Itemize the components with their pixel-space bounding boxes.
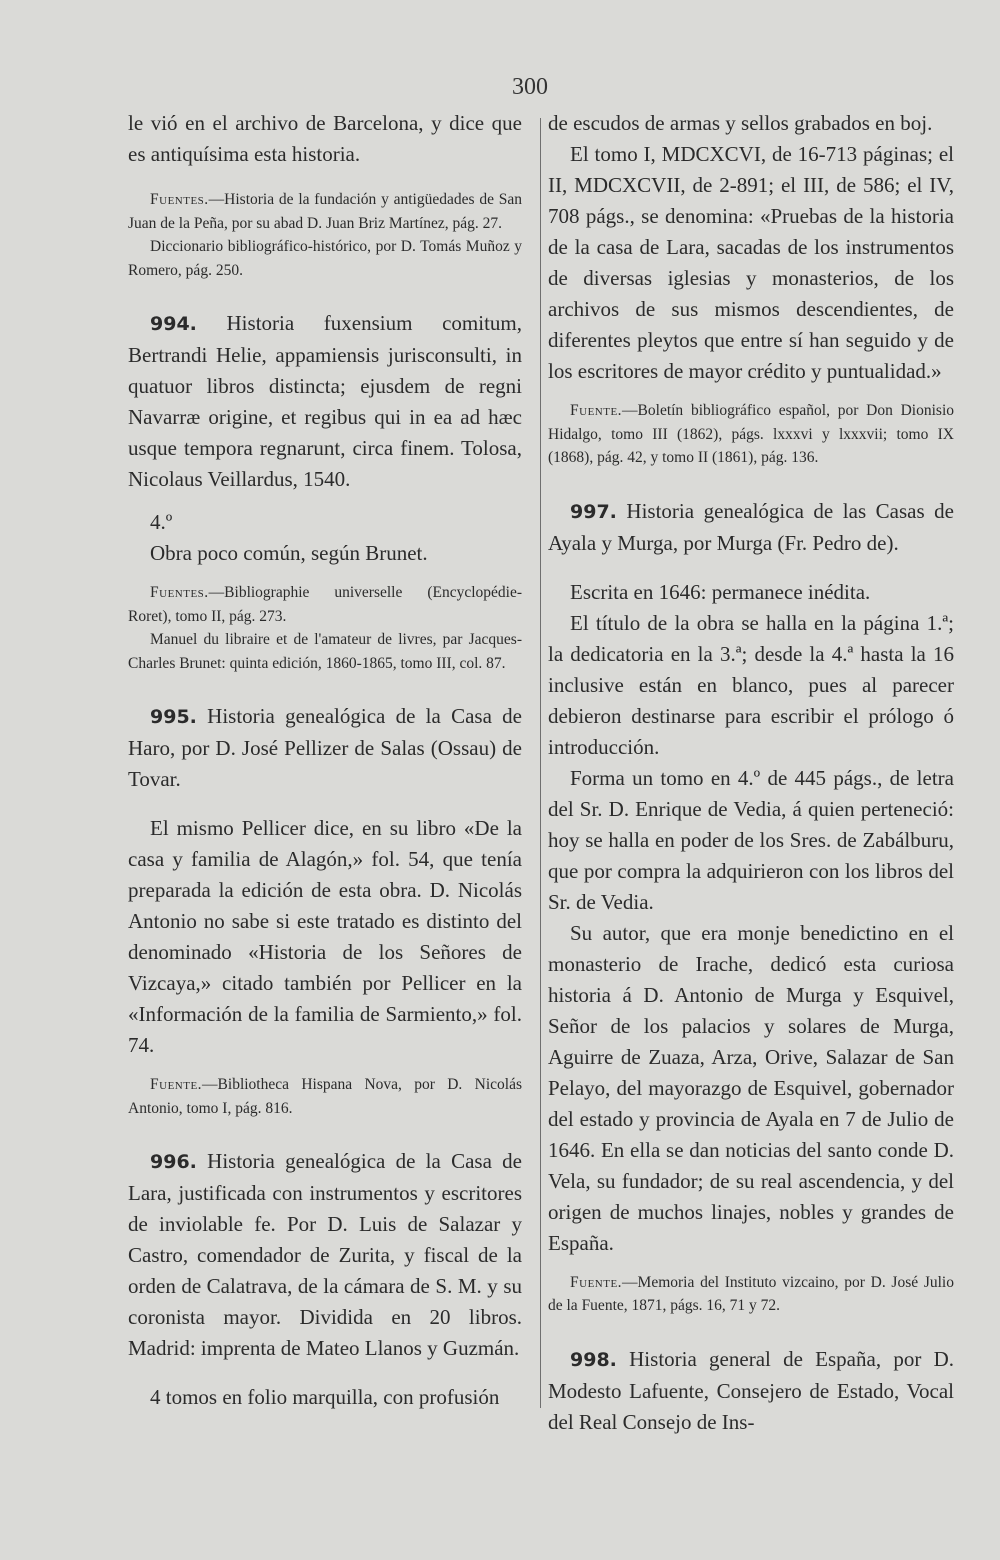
entry-paragraph: El tomo I, MDCXCVI, de 16-713 páginas; el II, MDCXCVII, de 2-891; el III, de 586; el IV, 708 págs., se denomina: «Pruebas de la historia de la casa de Lara, sacadas de los instrumentos de diversas iglesias y monasterios, de los archivos de sus mismos descendientes, de diferentes pleytos que entre sí han seguido y de los escritores de mayor crédito y puntualidad.» (548, 142, 954, 383)
entry-998 (548, 1344, 954, 1438)
entry-number: 995. (150, 706, 197, 728)
source-text: —Boletín bibliográfico español, por Don Dionisio Hidalgo, tomo III (1862), págs. lxxxvi y lxxxvii; tomo IX (1868), pág. 42, y tomo II (1861), pág. 136. (548, 402, 954, 466)
entry-number: 997. (570, 500, 617, 523)
entry-paragraph: Forma un tomo en 4.º de 445 págs., de letra del Sr. D. Enrique de Vedia, á quien perteneció: hoy se halla en poder de los Sres. de Zabálburu, que por compra la adquirieron con los libros del Sr. de Vedia. (548, 765, 954, 914)
entry-format: 4.º (150, 510, 173, 534)
source-note (548, 399, 954, 470)
entry-paragraph: El mismo Pellicer dice, en su libro «De la casa y familia de Alagón,» fol. 54, que tenía preparada la edición de esta obra. D. Nicolás Antonio no sabe si este tratado es distinto del denominado «Historia de los Señores de Vizcaya,» citado también por Pellicer en la «Información de la familia de Sarmiento,» fol. 74. (128, 816, 522, 1057)
entry-title: Historia genealógica de las Casas de Ayala y Murga, por Murga (Fr. Pedro de). (548, 498, 954, 555)
entry-number: 998. (570, 1348, 617, 1371)
source-label: Fuentes. (150, 584, 209, 601)
source-label: Fuente. (150, 1076, 203, 1093)
source-note: Diccionario bibliográfico-histórico, por D. Tomás Muñoz y Romero, pág. 250. (128, 238, 522, 279)
entry-note: Obra poco común, según Brunet. (150, 541, 428, 565)
entry-title: Historia fuxensium comitum, Bertrandi Helie, appamiensis jurisconsulti, in quatuor libros distincta; ejusdem de regni Navarræ origine, et regibus qui in ea ad hæc usque tempora regnarunt, circa finem. Tolosa, Nicolaus Veillardus, 1540. (128, 311, 522, 491)
entry-997 (548, 496, 954, 559)
entry-paragraph: Su autor, que era monje benedictino en el monasterio de Irache, dedicó esta curiosa historia á D. Antonio de Murga y Esquivel, Señor de los palacios y solares de Murga, Aguirre de Zuaza, Arza, Orive, Salazar de San Pelayo, del mayorazgo de Esquivel, gobernador del estado y provincia de Ayala en 7 de Julio de 1646. En ella se dan noticias del santo conde D. Vela, su fundador; de su real ascendencia, y del origen de muchos linajes, nobles y grandes de España. (548, 920, 954, 1255)
source-text: —Bibliotheca Hispana Nova, por D. Nicolás Antonio, tomo I, pág. 816. (128, 1076, 522, 1117)
source-note (548, 1271, 954, 1318)
continued-paragraph: le vió en el archivo de Barcelona, y dice que es antiquísima esta historia. (128, 111, 522, 166)
source-label: Fuentes. (150, 191, 209, 208)
entry-title: Historia genealógica de la Casa de Haro, por D. José Pellizer de Salas (Ossau) de Tovar. (128, 704, 522, 791)
source-label: Fuente. (570, 1273, 623, 1291)
entry-number: 994. (150, 313, 197, 335)
source-note (128, 1073, 522, 1120)
entry-paragraph: El título de la obra se halla en la página 1.ª; la dedicatoria en la 3.ª; desde la 4.ª hasta la 16 inclusive están en blanco, pues al parecer debieron destinarse para escribir el prólogo ó introducción. (548, 610, 954, 759)
entry-title: Historia general de España, por D. Modesto Lafuente, Consejero de Estado, Vocal del Real Consejo de Ins- (548, 1346, 954, 1434)
source-label: Fuente. (570, 402, 623, 419)
entry-title: Historia genealógica de la Casa de Lara, justificada con instrumentos y escritores de inviolable fe. Por D. Luis de Salazar y Castro, comendador de Zurita, y fiscal de la orden de Calatrava, de la cámara de S. M. y su coronista mayor. Dividida en 20 libros. Madrid: imprenta de Mateo Llanos y Guzmán. (128, 1149, 522, 1360)
source-text: —Bibliographie universelle (Encyclopédie-Roret), tomo II, pág. 273. (128, 584, 522, 625)
page-number: 300 (512, 74, 548, 100)
entry-paragraph: 4 tomos en folio marquilla, con profusión (150, 1385, 500, 1409)
entry-996 (128, 1146, 522, 1364)
source-text: —Historia de la fundación y antigüedades de San Juan de la Peña, por su abad D. Juan Briz Martínez, pág. 27. (128, 191, 522, 232)
continued-paragraph: de escudos de armas y sellos grabados en boj. (548, 111, 933, 135)
right-column (548, 108, 954, 1438)
source-note: Manuel du libraire et de l'amateur de livres, par Jacques-Charles Brunet: quinta edición, 1860-1865, tomo III, col. 87. (128, 631, 522, 672)
source-note (128, 581, 522, 628)
entry-995 (128, 701, 522, 795)
entry-994 (128, 308, 522, 495)
source-text: —Memoria del Instituto vizcaino, por D. José Julio de la Fuente, 1871, págs. 16, 71 y 72. (548, 1273, 954, 1314)
source-note (128, 188, 522, 235)
left-column (128, 108, 522, 1413)
entry-number: 996. (150, 1151, 197, 1173)
column-divider (540, 118, 541, 1408)
entry-paragraph: Escrita en 1646: permanece inédita. (570, 579, 871, 604)
